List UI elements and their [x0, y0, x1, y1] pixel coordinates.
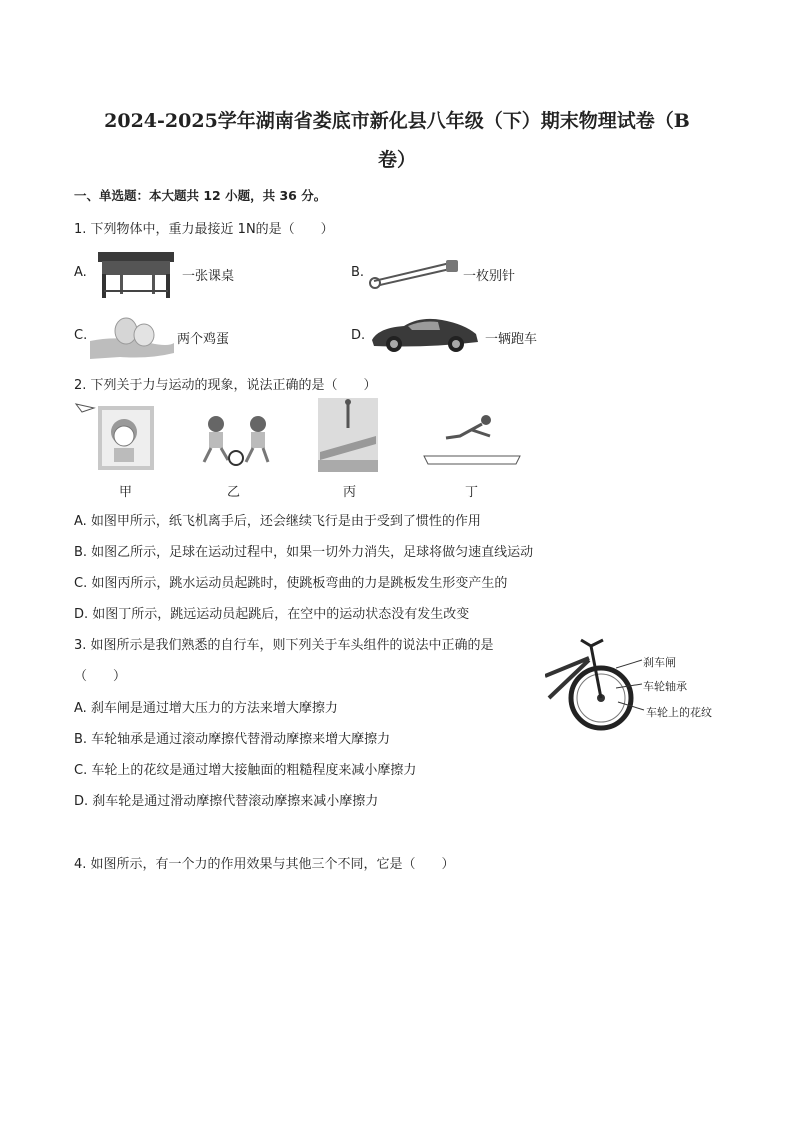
figure-caption-yi: 乙	[227, 485, 241, 500]
question-4-stem: 4. 如图所示，有一个力的作用效果与其他三个不同，它是（ ）	[74, 857, 455, 872]
q2-option-b: B. 如图乙所示，足球在运动过程中，如果一切外力消失，足球将做匀速直线运动	[74, 545, 534, 560]
q2-option-a: A. 如图甲所示，纸飞机离手后，还会继续飞行是由于受到了惯性的作用	[74, 514, 481, 529]
page-title-line1: 2024-2025学年湖南省娄底市新化县八年级（下）期末物理试卷（B	[104, 110, 690, 132]
question-3-paren: （ ）	[74, 669, 127, 684]
q3-option-c: C. 车轮上的花纹是通过增大接触面的粗糙程度来减小摩擦力	[74, 763, 417, 778]
page-title-line2: 卷）	[377, 149, 416, 171]
q1-option-a-text: 一张课桌	[182, 269, 235, 284]
q1-option-b-letter: B.	[351, 265, 365, 280]
q1-option-a-letter: A.	[74, 265, 87, 280]
q1-option-c-text: 两个鸡蛋	[177, 332, 230, 347]
label-wheel-bearing: 车轮轴承	[643, 680, 687, 693]
q3-option-b: B. 车轮轴承是通过滚动摩擦代替滑动摩擦来增大摩擦力	[74, 732, 391, 747]
paper-plane-figure	[72, 398, 156, 472]
section-heading: 一、单选题：本大题共 12 小题，共 36 分。	[74, 188, 327, 203]
q1-option-b-text: 一枚别针	[463, 269, 516, 284]
desk-image	[92, 248, 180, 300]
q1-option-d-letter: D.	[351, 328, 366, 343]
label-tire-tread: 车轮上的花纹	[646, 706, 712, 719]
diving-figure	[318, 398, 378, 472]
label-brake-lever: 刹车闸	[643, 656, 676, 669]
q1-option-c-letter: C.	[74, 328, 88, 343]
q2-option-c: C. 如图丙所示，跳水运动员起跳时，使跳板弯曲的力是跳板发生形变产生的	[74, 576, 508, 591]
q2-option-d: D. 如图丁所示，跳远运动员起跳后，在空中的运动状态没有发生改变	[74, 607, 470, 622]
figure-caption-bing: 丙	[343, 485, 357, 500]
bicycle-label-lines	[616, 654, 646, 714]
q1-option-d-text: 一辆跑车	[485, 332, 538, 347]
question-2-stem: 2. 下列关于力与运动的现象，说法正确的是（ ）	[74, 378, 377, 393]
sports-car-image	[368, 312, 482, 356]
q3-option-d: D. 刹车轮是通过滑动摩擦代替滚动摩擦来减小摩擦力	[74, 794, 379, 809]
long-jump-figure	[420, 414, 524, 466]
eggs-in-hand-image	[90, 313, 174, 359]
figure-caption-jia: 甲	[119, 485, 133, 500]
q3-option-a: A. 刹车闸是通过增大压力的方法来增大摩擦力	[74, 701, 338, 716]
question-3-stem: 3. 如图所示是我们熟悉的自行车，则下列关于车头组件的说法中正确的是	[74, 638, 494, 653]
football-figure	[196, 412, 278, 470]
safety-pin-image	[366, 255, 462, 291]
question-1-stem: 1. 下列物体中，重力最接近 1N的是（ ）	[74, 222, 334, 237]
figure-caption-ding: 丁	[465, 485, 479, 500]
